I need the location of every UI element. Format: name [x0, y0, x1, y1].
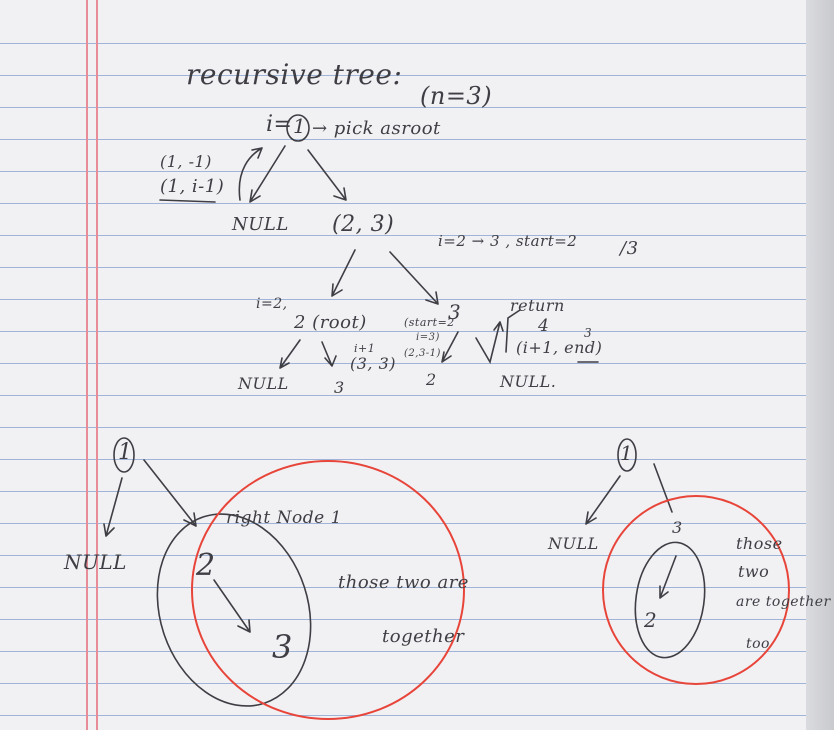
right-inner-circle [628, 538, 711, 662]
left-diagram-null: NULL [64, 550, 127, 574]
underline-range [160, 200, 215, 202]
red-highlight-circle-right [603, 496, 789, 684]
arrow-l3-c [442, 332, 458, 362]
level2-root-node: 2 (root) [294, 312, 367, 333]
left-null: NULL [232, 214, 289, 235]
right-note-line2: two [738, 562, 770, 581]
left-note-line2: together [382, 626, 465, 647]
level3-null: NULL [238, 374, 289, 393]
right-note-tail: /3 [620, 238, 639, 259]
arrow-l3-a [280, 340, 300, 368]
level2-three: 3 [448, 300, 462, 324]
level2-start: (start=2 [404, 316, 455, 329]
right-note-line4: too [746, 636, 770, 652]
arrow-2-to-3 [214, 580, 250, 632]
right-note-line3: are together [736, 594, 831, 610]
level3-three: 3 [334, 378, 345, 397]
right-note: i=2 → 3 , start=2 [438, 232, 578, 250]
arrow-left-root-right [144, 460, 196, 526]
arrow-3-to-2 [660, 556, 676, 598]
level3-i1: i+1 [354, 342, 376, 355]
return-value: 4 [538, 316, 550, 336]
level3-range: (3, 3) [350, 354, 397, 373]
n-label: (n=3) [420, 82, 493, 110]
arrow-root-left [250, 146, 285, 202]
right-note-line1: those [736, 534, 783, 553]
page-title: recursive tree: [186, 58, 403, 91]
right-node-label: right Node 1 [226, 508, 342, 528]
end-value: 3 [584, 326, 593, 340]
arrow-23-left [332, 250, 355, 296]
root-value: 1 [293, 114, 307, 138]
left-range-b: (1, i-1) [160, 176, 225, 197]
arrow-l3-d [476, 322, 503, 362]
level3-small-range: (2,3-1) [404, 348, 441, 359]
level3-null-right: NULL. [500, 372, 557, 391]
left-range-a: (1, -1) [160, 152, 212, 171]
right-diagram-node-three: 3 [672, 518, 683, 537]
root-i-label: i= [266, 112, 293, 137]
right-diagram-root: 1 [620, 441, 634, 465]
right-range: (2, 3) [332, 212, 395, 237]
arrow-curve-up [239, 148, 262, 200]
arrow-left-root-null [104, 478, 122, 536]
arrow-root-right [308, 150, 346, 200]
left-diagram-node-three: 3 [272, 628, 293, 666]
left-note-line1: those two are [338, 572, 469, 593]
level2-i-label: i=2, [256, 296, 288, 312]
right-diagram-node-two: 2 [644, 608, 658, 632]
left-diagram-root: 1 [118, 440, 133, 465]
right-diagram-null: NULL [548, 534, 599, 553]
arrow-23-right [390, 252, 438, 304]
arrow-l3-b [322, 342, 336, 366]
pick-root-label: → pick asroot [312, 118, 441, 139]
left-diagram-node-two: 2 [196, 548, 216, 583]
level3-two: 2 [426, 370, 437, 389]
arrow-right-root-null [586, 476, 620, 524]
level2-i-range: i=3) [416, 332, 440, 343]
return-label: return [510, 296, 565, 315]
return-range: (i+1, end) [516, 338, 603, 357]
